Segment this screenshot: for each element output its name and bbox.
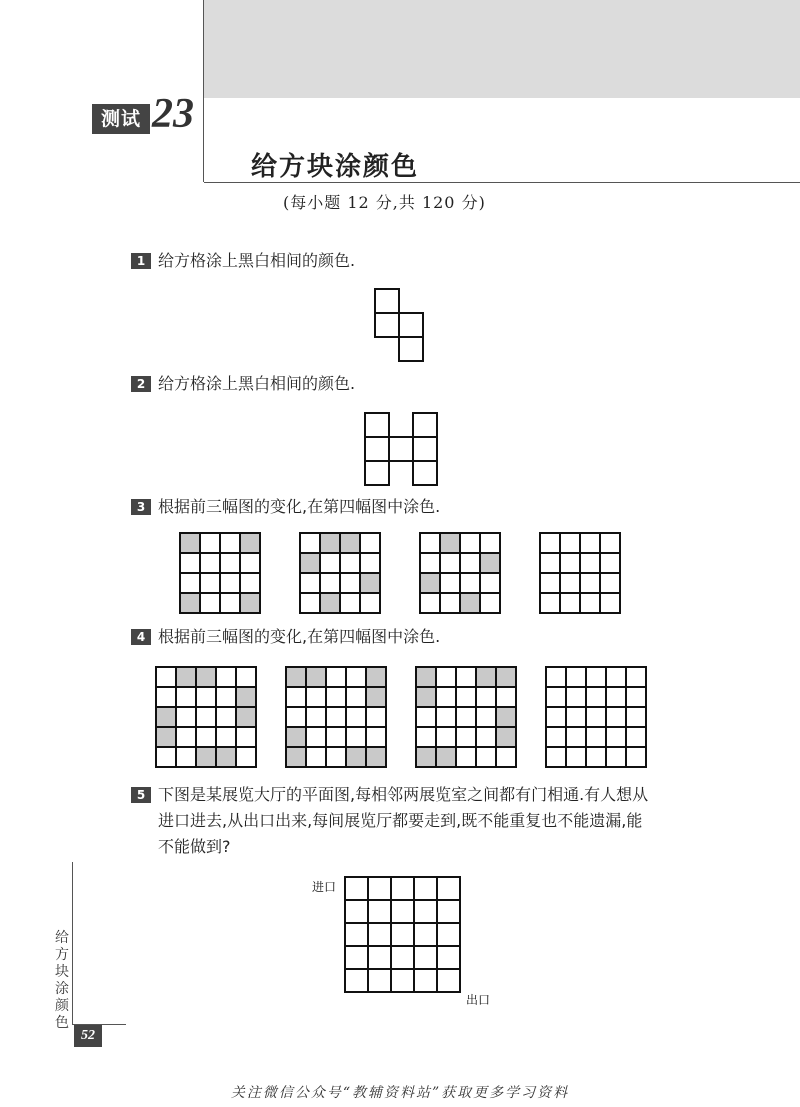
q3-grid-3-cell bbox=[420, 533, 440, 553]
q3-grid-1-shaded-cell bbox=[240, 533, 260, 553]
q3-grid-1-cell bbox=[200, 553, 220, 573]
q4-grid-4-cell bbox=[566, 687, 586, 707]
q3-grid-3-shaded-cell bbox=[480, 553, 500, 573]
floor-plan-cell bbox=[437, 923, 460, 946]
q4-grid-2-cell bbox=[326, 707, 346, 727]
q4-grid-2-cell bbox=[326, 687, 346, 707]
q4-grid-3-cell bbox=[476, 727, 496, 747]
q3-grid-4-cell bbox=[540, 593, 560, 613]
q3-grid-4-cell bbox=[540, 553, 560, 573]
q3-grid-2-shaded-cell bbox=[340, 533, 360, 553]
q2-cell bbox=[389, 437, 413, 461]
q3-grid-3-cell bbox=[460, 533, 480, 553]
q3-grid-2 bbox=[299, 532, 382, 615]
q4-grid-1-cell bbox=[176, 747, 196, 767]
floor-plan-cell bbox=[368, 877, 391, 900]
question-number-1: 1 bbox=[131, 253, 151, 269]
q3-grid-2-cell bbox=[300, 533, 320, 553]
floor-plan-cell bbox=[368, 923, 391, 946]
footer-note: 关注微信公众号“教辅资料站”获取更多学习资料 bbox=[230, 1085, 570, 1101]
question-text-5-line-2: 进口进去,从出口出来,每间展览厅都要走到,既不能重复也不能遗漏,能 bbox=[158, 811, 643, 830]
floor-plan-cell bbox=[437, 900, 460, 923]
q4-grid-4-cell bbox=[586, 667, 606, 687]
q4-grid-3-cell bbox=[436, 687, 456, 707]
question-number-3: 3 bbox=[131, 499, 151, 515]
q4-grid-2-cell bbox=[326, 667, 346, 687]
q4-grid-3-cell bbox=[456, 747, 476, 767]
floor-plan-cell bbox=[368, 946, 391, 969]
q3-grid-4-cell bbox=[560, 573, 580, 593]
q4-grid-1-cell bbox=[156, 667, 176, 687]
q4-grid-4-cell bbox=[606, 747, 626, 767]
q3-grid-4-cell bbox=[580, 553, 600, 573]
q4-grid-3-cell bbox=[456, 667, 476, 687]
q2-cell bbox=[365, 413, 389, 437]
q3-grid-2-shaded-cell bbox=[300, 553, 320, 573]
q1-cell bbox=[399, 313, 423, 337]
q4-grid-2-cell bbox=[346, 667, 366, 687]
q3-grid-4-cell bbox=[560, 593, 580, 613]
q4-grid-3-cell bbox=[436, 667, 456, 687]
q4-grid-4-cell bbox=[566, 727, 586, 747]
q1-cell bbox=[375, 289, 399, 313]
q2-shape bbox=[364, 412, 438, 486]
floor-plan-cell bbox=[414, 877, 437, 900]
q4-grid-4-cell bbox=[566, 707, 586, 727]
q4-grid-4-cell bbox=[626, 687, 646, 707]
q4-grid-1-cell bbox=[176, 687, 196, 707]
q4-grid-1-cell bbox=[156, 687, 176, 707]
q4-grid-1-cell bbox=[216, 687, 236, 707]
header-gray-band bbox=[204, 0, 800, 98]
q4-grid-1-cell bbox=[216, 707, 236, 727]
q4-grid-3-cell bbox=[456, 707, 476, 727]
q3-grid-1-cell bbox=[200, 533, 220, 553]
q4-grid-4-cell bbox=[606, 727, 626, 747]
floor-plan-cell bbox=[414, 946, 437, 969]
floor-plan-cell bbox=[391, 877, 414, 900]
q4-grid-2-shaded-cell bbox=[306, 667, 326, 687]
q4-grid-4-cell bbox=[546, 747, 566, 767]
score-note: (每小题 12 分,共 120 分) bbox=[283, 193, 486, 212]
q3-grid-1-cell bbox=[240, 573, 260, 593]
q4-grid-2-cell bbox=[326, 747, 346, 767]
q4-grid-1-cell bbox=[236, 747, 256, 767]
q4-grid-4-cell bbox=[626, 747, 646, 767]
q3-grid-1-cell bbox=[180, 573, 200, 593]
q3-grid-2-cell bbox=[320, 573, 340, 593]
q4-grid-4-cell bbox=[606, 667, 626, 687]
q4-grid-2-cell bbox=[366, 727, 386, 747]
q4-grid-1-cell bbox=[196, 687, 216, 707]
entrance-label: 进口 bbox=[312, 880, 337, 894]
q4-grid-1-cell bbox=[196, 727, 216, 747]
floor-plan-cell bbox=[345, 969, 368, 992]
question-text-3: 根据前三幅图的变化,在第四幅图中涂色. bbox=[158, 497, 441, 516]
floor-plan-cell bbox=[345, 946, 368, 969]
q3-grid-3-cell bbox=[460, 553, 480, 573]
q3-grid-3-cell bbox=[480, 573, 500, 593]
q4-grid-4-cell bbox=[626, 667, 646, 687]
q4-grid-4-cell bbox=[606, 687, 626, 707]
q4-grid-2-cell bbox=[346, 727, 366, 747]
page-title: 给方块涂颜色 bbox=[251, 152, 420, 182]
q3-grid-4-cell bbox=[540, 533, 560, 553]
q4-grid-1-shaded-cell bbox=[156, 707, 176, 727]
q3-grid-3-shaded-cell bbox=[460, 593, 480, 613]
q4-grid-2-shaded-cell bbox=[286, 747, 306, 767]
q4-grid-2-cell bbox=[306, 707, 326, 727]
q2-cell bbox=[413, 437, 437, 461]
q4-grid-4-cell bbox=[586, 687, 606, 707]
q2-cell bbox=[413, 461, 437, 485]
floor-plan-cell bbox=[368, 900, 391, 923]
q4-grid-1-shaded-cell bbox=[216, 747, 236, 767]
q4-grid-2-cell bbox=[346, 687, 366, 707]
q4-grid-4 bbox=[545, 666, 648, 769]
test-number: 23 bbox=[152, 91, 194, 137]
q3-grid-3-cell bbox=[480, 533, 500, 553]
q3-grid-4-cell bbox=[580, 573, 600, 593]
q4-grid-3-shaded-cell bbox=[496, 667, 516, 687]
q3-grid-4-cell bbox=[600, 573, 620, 593]
q3-grid-1-cell bbox=[240, 553, 260, 573]
q4-grid-2-cell bbox=[306, 687, 326, 707]
question-text-2: 给方格涂上黑白相间的颜色. bbox=[158, 374, 356, 393]
floor-plan-cell bbox=[345, 900, 368, 923]
test-badge: 测试 bbox=[92, 104, 150, 134]
floor-plan-cell bbox=[391, 900, 414, 923]
floor-plan-grid bbox=[344, 876, 462, 994]
floor-plan-cell bbox=[368, 969, 391, 992]
q3-grid-1-shaded-cell bbox=[240, 593, 260, 613]
q4-grid-2-shaded-cell bbox=[366, 667, 386, 687]
q4-grid-3-cell bbox=[476, 687, 496, 707]
q3-grid-4 bbox=[539, 532, 622, 615]
q3-grid-4-cell bbox=[580, 533, 600, 553]
q3-grid-3-cell bbox=[440, 593, 460, 613]
q4-grid-3-shaded-cell bbox=[416, 667, 436, 687]
q3-grid-4-cell bbox=[560, 553, 580, 573]
q3-grid-2-cell bbox=[340, 573, 360, 593]
question-number-2: 2 bbox=[131, 376, 151, 392]
q4-grid-4-cell bbox=[546, 687, 566, 707]
q3-grid-3-cell bbox=[440, 553, 460, 573]
q1-shape bbox=[374, 288, 426, 362]
q4-grid-1-cell bbox=[216, 727, 236, 747]
q3-grid-3-cell bbox=[440, 573, 460, 593]
q4-grid-2-shaded-cell bbox=[346, 747, 366, 767]
q3-grid-4-cell bbox=[600, 553, 620, 573]
q3-grid-2-cell bbox=[340, 553, 360, 573]
q4-grid-1-cell bbox=[176, 707, 196, 727]
q4-grid-4-cell bbox=[566, 747, 586, 767]
q3-grid-2-shaded-cell bbox=[320, 533, 340, 553]
q4-grid-2-cell bbox=[306, 727, 326, 747]
q4-grid-2-cell bbox=[346, 707, 366, 727]
question-text-4: 根据前三幅图的变化,在第四幅图中涂色. bbox=[158, 627, 441, 646]
q4-grid-3-cell bbox=[476, 707, 496, 727]
q3-grid-1-shaded-cell bbox=[180, 533, 200, 553]
q4-grid-1-shaded-cell bbox=[196, 747, 216, 767]
q4-grid-2-shaded-cell bbox=[286, 727, 306, 747]
q3-grid-4-cell bbox=[540, 573, 560, 593]
q3-grid-1-shaded-cell bbox=[180, 593, 200, 613]
q4-grid-3-cell bbox=[456, 727, 476, 747]
question-number-4: 4 bbox=[131, 629, 151, 645]
q2-cell bbox=[413, 413, 437, 437]
q4-grid-4-cell bbox=[586, 707, 606, 727]
sidebar-chapter-title: 给方块涂颜色 bbox=[55, 930, 69, 1031]
q3-grid-2-cell bbox=[300, 573, 320, 593]
q3-grid-3-shaded-cell bbox=[420, 573, 440, 593]
q3-grid-1-cell bbox=[220, 593, 240, 613]
question-text-1: 给方格涂上黑白相间的颜色. bbox=[158, 251, 356, 270]
q4-grid-1-cell bbox=[196, 707, 216, 727]
q4-grid-4-cell bbox=[546, 667, 566, 687]
q4-grid-3-cell bbox=[416, 727, 436, 747]
q4-grid-2-shaded-cell bbox=[286, 667, 306, 687]
sidebar-divider bbox=[72, 862, 73, 1024]
q3-grid-3-shaded-cell bbox=[440, 533, 460, 553]
q3-grid-4-cell bbox=[600, 533, 620, 553]
q2-cell bbox=[365, 461, 389, 485]
q4-grid-3 bbox=[415, 666, 518, 769]
q4-grid-3-shaded-cell bbox=[436, 747, 456, 767]
q4-grid-1-cell bbox=[216, 667, 236, 687]
question-text-5-line-3: 不能做到? bbox=[158, 837, 231, 856]
q4-grid-4-cell bbox=[626, 727, 646, 747]
q4-grid-4-cell bbox=[626, 707, 646, 727]
floor-plan-cell bbox=[437, 946, 460, 969]
q4-grid-3-cell bbox=[496, 747, 516, 767]
floor-plan-cell bbox=[414, 969, 437, 992]
q3-grid-3-cell bbox=[420, 593, 440, 613]
q4-grid-3-shaded-cell bbox=[416, 747, 436, 767]
q3-grid-2-cell bbox=[320, 553, 340, 573]
q4-grid-1-shaded-cell bbox=[176, 667, 196, 687]
q4-grid-3-shaded-cell bbox=[476, 667, 496, 687]
floor-plan-cell bbox=[391, 923, 414, 946]
q4-grid-3-cell bbox=[476, 747, 496, 767]
q3-grid-2-cell bbox=[300, 593, 320, 613]
q4-grid-1-cell bbox=[176, 727, 196, 747]
q4-grid-1-shaded-cell bbox=[196, 667, 216, 687]
q4-grid-1-cell bbox=[236, 667, 256, 687]
q4-grid-1-shaded-cell bbox=[236, 707, 256, 727]
q4-grid-4-cell bbox=[566, 667, 586, 687]
question-text-5-line-1: 下图是某展览大厅的平面图,每相邻两展览室之间都有门相通.有人想从 bbox=[158, 785, 649, 804]
floor-plan-cell bbox=[414, 923, 437, 946]
q3-grid-1-cell bbox=[220, 533, 240, 553]
question-number-5: 5 bbox=[131, 787, 151, 803]
q4-grid-1-cell bbox=[156, 747, 176, 767]
q3-grid-2-cell bbox=[360, 593, 380, 613]
q3-grid-3 bbox=[419, 532, 502, 615]
q3-grid-4-cell bbox=[560, 533, 580, 553]
exit-label: 出口 bbox=[466, 993, 491, 1007]
q4-grid-3-shaded-cell bbox=[496, 727, 516, 747]
q4-grid-2-cell bbox=[306, 747, 326, 767]
floor-plan-cell bbox=[345, 923, 368, 946]
q3-grid-1-cell bbox=[180, 553, 200, 573]
q4-grid-3-shaded-cell bbox=[416, 687, 436, 707]
q3-grid-3-cell bbox=[460, 573, 480, 593]
q4-grid-1-cell bbox=[236, 727, 256, 747]
q4-grid-3-cell bbox=[416, 707, 436, 727]
q4-grid-3-cell bbox=[436, 707, 456, 727]
q1-cell bbox=[375, 313, 399, 337]
q3-grid-1-cell bbox=[200, 573, 220, 593]
q4-grid-4-cell bbox=[546, 727, 566, 747]
q4-grid-2 bbox=[285, 666, 388, 769]
q3-grid-4-cell bbox=[600, 593, 620, 613]
q4-grid-1-shaded-cell bbox=[156, 727, 176, 747]
q3-grid-1-cell bbox=[200, 593, 220, 613]
q4-grid-1-shaded-cell bbox=[236, 687, 256, 707]
q3-grid-4-cell bbox=[580, 593, 600, 613]
q4-grid-2-cell bbox=[366, 707, 386, 727]
q4-grid-2-cell bbox=[326, 727, 346, 747]
q3-grid-2-cell bbox=[360, 533, 380, 553]
floor-plan-cell bbox=[437, 877, 460, 900]
q4-grid-1 bbox=[155, 666, 258, 769]
q4-grid-3-cell bbox=[436, 727, 456, 747]
floor-plan-cell bbox=[345, 877, 368, 900]
q4-grid-2-cell bbox=[286, 707, 306, 727]
q3-grid-2-cell bbox=[340, 593, 360, 613]
q4-grid-4-cell bbox=[586, 747, 606, 767]
q1-cell bbox=[399, 337, 423, 361]
q3-grid-2-shaded-cell bbox=[320, 593, 340, 613]
floor-plan-cell bbox=[437, 969, 460, 992]
floor-plan-cell bbox=[391, 969, 414, 992]
q3-grid-3-cell bbox=[420, 553, 440, 573]
q4-grid-3-cell bbox=[496, 687, 516, 707]
header-divider-vertical bbox=[203, 0, 204, 182]
q4-grid-2-shaded-cell bbox=[366, 747, 386, 767]
q4-grid-3-cell bbox=[456, 687, 476, 707]
q3-grid-2-shaded-cell bbox=[360, 573, 380, 593]
q3-grid-3-cell bbox=[480, 593, 500, 613]
q4-grid-2-cell bbox=[286, 687, 306, 707]
q4-grid-3-shaded-cell bbox=[496, 707, 516, 727]
q3-grid-1-cell bbox=[220, 573, 240, 593]
floor-plan-cell bbox=[414, 900, 437, 923]
q3-grid-1 bbox=[179, 532, 262, 615]
q3-grid-2-cell bbox=[360, 553, 380, 573]
q4-grid-4-cell bbox=[546, 707, 566, 727]
q3-grid-1-cell bbox=[220, 553, 240, 573]
page-number: 52 bbox=[74, 1025, 102, 1047]
q2-cell bbox=[365, 437, 389, 461]
q4-grid-4-cell bbox=[586, 727, 606, 747]
q4-grid-2-shaded-cell bbox=[366, 687, 386, 707]
floor-plan-cell bbox=[391, 946, 414, 969]
q4-grid-4-cell bbox=[606, 707, 626, 727]
